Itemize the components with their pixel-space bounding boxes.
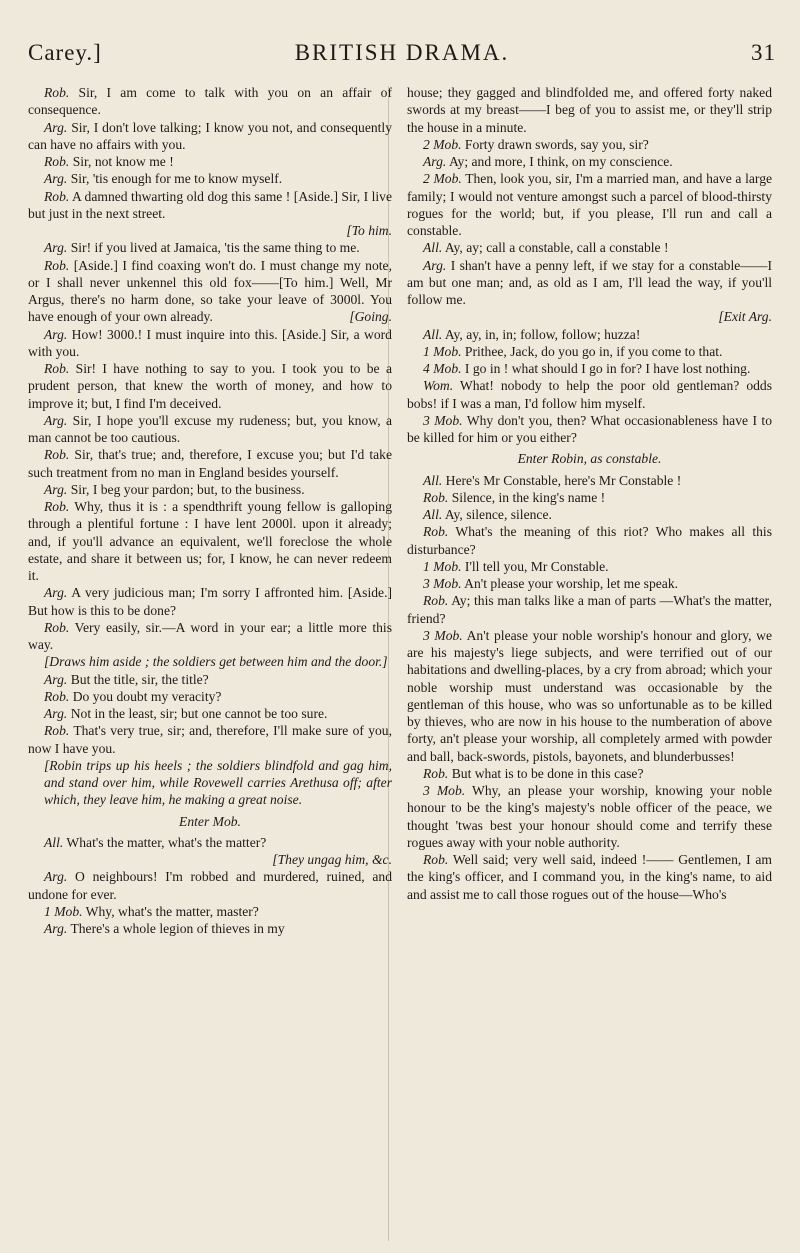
speaker-name: Rob.	[423, 765, 449, 781]
speaker-name: 1 Mob.	[423, 343, 462, 359]
dialogue-line	[28, 170, 392, 187]
speaker-name: Rob.	[44, 447, 70, 463]
speaker-name: Arg.	[44, 869, 68, 885]
speaker-name: Arg.	[423, 257, 447, 273]
speaker-name: Rob.	[44, 154, 70, 169]
speech-text: An't please your noble worship's honour and glory, we are his majesty's liege subjects, and were terrified out of our habitations and dwelling-places, by a cry from abroad; which your noble worship must understand was occasionable by the gentleman of this house, who was so unfortunable as to be killed by thieves, who are now in his house to the numberation of above forty, an't please your worship, all completely armed with powder and ball, back-swords, pistols, bayonets, and blunderbusses!	[407, 627, 773, 764]
speech-text: Why, thus it is : a spendthrift young fellow is galloping through a plentiful fortune : I have lent 2000l. upon it already; and, if you'll advance an equivalent, we'll foreclose the whole estate, and share it between us; for, I know, he can never redeem it.	[28, 499, 392, 583]
dialogue-line	[28, 239, 392, 256]
speaker-name: Rob.	[423, 489, 449, 505]
speaker-name: All.	[423, 326, 443, 342]
stage-direction: [Draws him aside ; the soldiers get between him and the door.]	[44, 654, 388, 670]
speech-text: Sir, 'tis enough for me to know myself.	[70, 171, 283, 187]
speech-text: Ay; and more, I think, on my conscience.	[448, 154, 673, 169]
running-header	[28, 40, 776, 76]
speech-text: Ay, silence, silence.	[444, 507, 552, 522]
header-title: BRITISH DRAMA.	[294, 40, 510, 65]
speech-text: Not in the least, sir; but one cannot be too sure.	[70, 706, 328, 721]
speaker-name: Arg.	[44, 706, 68, 721]
speech-text: Sir! if you lived at Jamaica, 'tis the same thing to me.	[70, 240, 360, 256]
dialogue-line	[407, 472, 772, 489]
dialogue-line	[407, 851, 772, 903]
speaker-name: Rob.	[44, 257, 70, 273]
speaker-name: Rob.	[423, 593, 449, 609]
speech-text: [Aside.] I find coaxing won't do. I must change my note, or I shall never unkennel this old fox——[To him.] Well, Mr Argus, there's no harm done, so take your leave of 3000l. You have enough of your own already.	[28, 257, 392, 325]
dialogue-line	[407, 592, 772, 627]
speaker-name: Arg.	[44, 412, 68, 428]
dialogue-line	[407, 627, 772, 765]
dialogue-line	[407, 765, 772, 782]
dialogue-line	[407, 377, 772, 412]
speech-text: An't please your worship, let me speak.	[464, 576, 679, 591]
stage-direction: [Going.	[349, 309, 392, 325]
speech-text: Prithee, Jack, do you go in, if you come to that.	[464, 343, 723, 359]
speaker-name: Rob.	[423, 524, 449, 540]
speaker-name: Arg.	[44, 171, 68, 187]
speech-text: Sir, not know me !	[72, 154, 174, 169]
dialogue-line	[28, 705, 392, 722]
dialogue-line	[28, 584, 392, 619]
dialogue-line	[407, 84, 772, 136]
speaker-name: 3 Mob.	[423, 627, 463, 643]
speech-text: But what is to be done in this case?	[451, 765, 644, 781]
entrance-direction: Enter Mob.	[179, 813, 241, 829]
dialogue-line	[407, 575, 772, 592]
speech-text: Very easily, sir.—A word in your ear; a little more this way.	[28, 619, 392, 652]
speech-text: Why, an please your worship, knowing your noble honour to be the king's majesty's noble officer of the peace, we thought 'twas best your honour should come and terrify these rogues away with your noble authority.	[407, 783, 773, 850]
speech-text: I go in ! what should I go in for? I have lost nothing.	[464, 361, 751, 376]
speech-text: What! nobody to help the poor old gentleman? odds bobs! if I was a man, I'd follow him myself.	[407, 378, 773, 411]
dialogue-line	[28, 688, 392, 705]
dialogue-line	[407, 360, 772, 377]
speaker-name: Arg.	[423, 154, 447, 169]
dialogue-line	[28, 446, 392, 481]
entrance-direction: Enter Robin, as constable.	[517, 451, 662, 467]
dialogue-line	[407, 412, 772, 447]
speaker-name: 3 Mob.	[423, 576, 462, 591]
dialogue-line	[407, 326, 772, 343]
speech-text: Forty drawn swords, say you, sir?	[464, 136, 649, 152]
dialogue-line	[28, 619, 392, 654]
speech-text: But the title, sir, the title?	[70, 671, 209, 687]
stage-direction: [Robin trips up his heels ; the soldiers blindfold and gag him, and stand over him, while Rovewell carries Arethusa off; after which, they leave him, he making a great noise.	[44, 757, 392, 808]
speaker-name: 4 Mob.	[423, 361, 462, 376]
speaker-name: All.	[423, 507, 443, 522]
left-column	[28, 84, 392, 937]
speech-text: Ay, ay, in, in; follow, follow; huzza!	[444, 326, 641, 342]
speech-text: How! 3000.! I must inquire into this. [Aside.] Sir, a word with you.	[28, 326, 392, 359]
dialogue-line	[28, 920, 392, 937]
dialogue-line	[28, 412, 392, 447]
speaker-name: Rob.	[44, 499, 70, 514]
speech-text: Ay; this man talks like a man of parts —What's the matter, friend?	[407, 593, 772, 626]
dialogue-line	[28, 326, 392, 361]
dialogue-line	[407, 343, 772, 360]
speech-text: A damned thwarting old dog this same ! [Aside.] Sir, I live but just in the next street.	[28, 188, 392, 221]
dialogue-line	[407, 153, 772, 170]
dialogue-line	[407, 239, 772, 256]
speech-text: Ay, ay; call a constable, call a constable !	[444, 240, 669, 256]
dialogue-line	[28, 257, 392, 326]
dialogue-line	[407, 489, 772, 506]
speaker-name: Arg.	[44, 481, 68, 497]
speech-text: Why, what's the matter, master?	[85, 903, 259, 919]
speech-text: Sir, I don't love talking; I know you not, and consequently can have no affairs with you.	[28, 119, 393, 152]
speaker-name: Wom.	[423, 378, 454, 394]
speaker-name: 2 Mob.	[423, 136, 462, 152]
stage-direction: [Exit Arg.	[718, 309, 772, 325]
speech-text: Sir, that's true; and, therefore, I excuse you; but I'd take such treatment from no man in England besides yourself.	[28, 447, 392, 480]
speech-text: Do you doubt my veracity?	[72, 688, 222, 704]
dialogue-line	[28, 903, 392, 920]
speaker-name: 3 Mob.	[423, 412, 463, 428]
speaker-name: 2 Mob.	[423, 171, 462, 187]
speech-text: Sir, I am come to talk with you on an affair of consequence.	[28, 85, 392, 118]
speech-text: O neighbours! I'm robbed and murdered, ruined, and undone for ever.	[28, 869, 392, 902]
dialogue-line	[407, 257, 772, 309]
speech-text: Sir, I beg your pardon; but, to the business.	[70, 481, 305, 497]
speaker-name: Arg.	[44, 921, 68, 936]
dialogue-line	[407, 558, 772, 575]
speech-text: There's a whole legion of thieves in my	[70, 921, 285, 936]
speaker-name: Rob.	[44, 85, 70, 100]
dialogue-line	[407, 506, 772, 523]
page-number: 31	[751, 40, 776, 65]
speaker-name: Rob.	[44, 361, 70, 376]
dialogue-line	[28, 481, 392, 498]
speaker-name: Arg.	[44, 119, 68, 135]
speech-text: Why don't you, then? What occasionableness have I to be killed for him or you either?	[407, 412, 772, 445]
speaker-name: 1 Mob.	[44, 903, 83, 919]
dialogue-line	[28, 84, 392, 119]
speaker-name: Arg.	[44, 671, 68, 687]
dialogue-line	[28, 868, 392, 903]
dialogue-line	[28, 671, 392, 688]
dialogue-line	[407, 782, 772, 851]
speaker-name: 1 Mob.	[423, 558, 462, 574]
speaker-name: Arg.	[44, 240, 68, 256]
dialogue-line	[28, 188, 392, 223]
speaker-name: Rob.	[44, 619, 70, 635]
speech-text: Well said; very well said, indeed !—— Gentlemen, I am the king's officer, and I command you, in the king's name, to aid and assist me to call those rogues out of the house—Who's	[407, 852, 773, 902]
speaker-name: All.	[423, 472, 443, 488]
speaker-name: Rob.	[44, 688, 70, 704]
speaker-name: Rob.	[44, 188, 70, 204]
dialogue-line	[28, 722, 392, 757]
dialogue-line	[28, 360, 392, 412]
speech-text: I shan't have a penny left, if we stay for a constable——I am but one man; and, as old as I am, I'll lead the way, if you'll follow me.	[407, 257, 772, 307]
speech-text: Sir, I hope you'll excuse my rudeness; but, you know, a man cannot be too cautious.	[28, 412, 392, 445]
speaker-name: 3 Mob.	[423, 783, 466, 798]
speech-text: house; they gagged and blindfolded me, and offered forty naked swords at my breast——I beg of you to assist me, or they'll strip the house in a minute.	[407, 85, 772, 135]
speech-text: Silence, in the king's name !	[451, 489, 606, 505]
dialogue-line	[407, 136, 772, 153]
dialogue-line	[407, 523, 772, 558]
speaker-name: Arg.	[44, 326, 68, 342]
speaker-name: All.	[44, 834, 64, 850]
speech-text: Here's Mr Constable, here's Mr Constable !	[445, 472, 682, 488]
speaker-name: Arg.	[44, 585, 68, 601]
speech-text: A very judicious man; I'm sorry I affronted him. [Aside.] But how is this to be done?	[28, 585, 393, 618]
speaker-name: All.	[423, 240, 443, 256]
speech-text: Then, look you, sir, I'm a married man, and have a large family; I would not venture amongst such a parcel of blood-thirsty rogues for the world; but, if you please, I'll run and call a constable.	[407, 171, 773, 238]
speaker-name: Rob.	[44, 723, 70, 739]
speaker-name: Rob.	[423, 852, 449, 867]
stage-direction: [To him.	[346, 223, 392, 238]
dialogue-line	[28, 498, 392, 584]
dialogue-line	[407, 170, 772, 239]
speech-text: What's the meaning of this riot? Who makes all this disturbance?	[407, 524, 773, 557]
speech-text: I'll tell you, Mr Constable.	[464, 558, 609, 574]
speech-text: Sir! I have nothing to say to you. I took you to be a prudent person, that knew the worth of money, and how to improve it; but, I find I'm deceived.	[28, 361, 392, 411]
speech-text: What's the matter, what's the matter?	[66, 834, 267, 850]
dialogue-line	[28, 834, 392, 851]
header-author: Carey.]	[28, 40, 102, 65]
dialogue-line	[28, 119, 392, 154]
speech-text: That's very true, sir; and, therefore, I'll make sure of you, now I have you.	[28, 723, 392, 756]
stage-direction: [They ungag him, &c.	[272, 852, 392, 867]
right-column	[407, 84, 772, 903]
dialogue-line	[28, 153, 392, 170]
